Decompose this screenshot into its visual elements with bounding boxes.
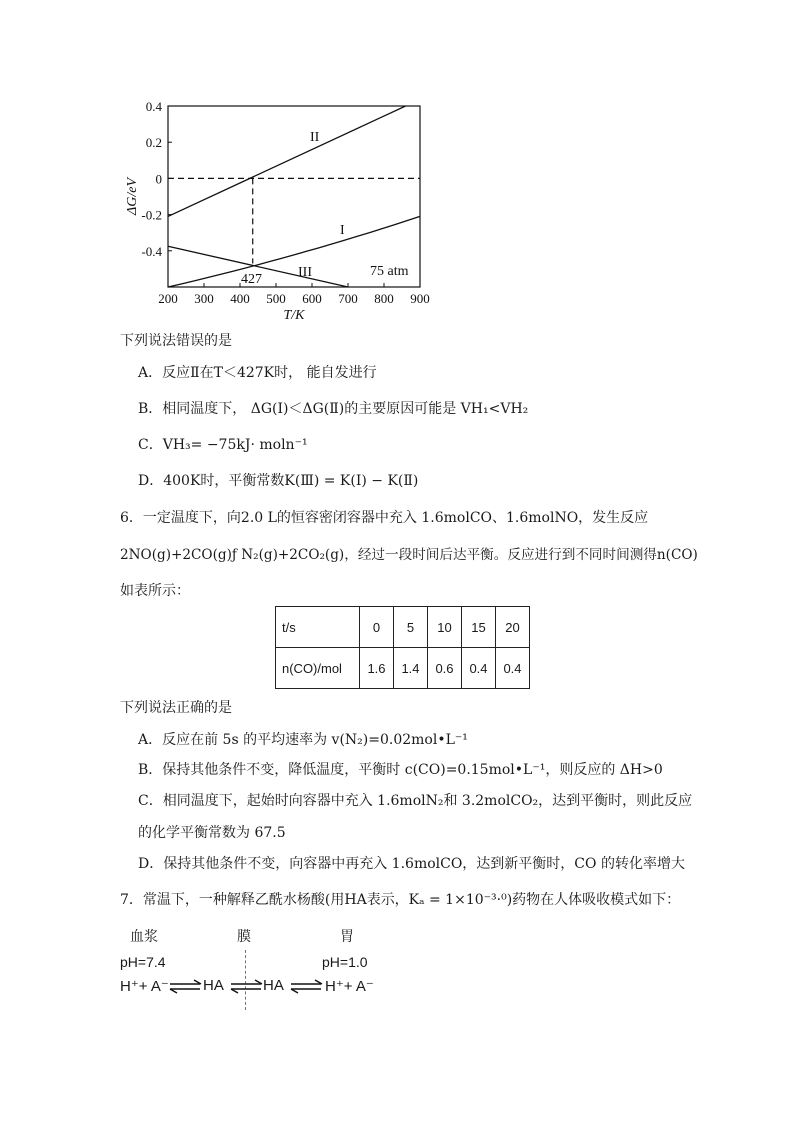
q6-line1: 6．一定温度下，向2.0 L的恒容密闭容器中充入 1.6molCO、1.6molNO，发生反应 [120, 510, 649, 526]
x-tick-label: 200 [158, 291, 178, 306]
x-tick-label: 700 [338, 291, 358, 306]
x-tick-label: 400 [230, 291, 250, 306]
series-label-ii: II [310, 130, 320, 145]
table-cell: 1.6 [360, 648, 394, 689]
x-tick-label: 800 [374, 291, 394, 306]
q6-line2: 2NO(g)+2CO(g)ƒ N₂(g)+2CO₂(g)，经过一段时间后达平衡。反应进行到不同时间测得n(CO) [120, 547, 698, 563]
table-cell: 0.4 [496, 648, 530, 689]
table-cell: 10 [428, 607, 462, 648]
q6-option-c-line2: 的化学平衡常数为 67.5 [138, 825, 286, 841]
y-tick-label: -0.2 [141, 207, 162, 223]
table-cell: 1.4 [394, 648, 428, 689]
x-tick-label: 900 [410, 291, 430, 306]
y-tick-label: -0.4 [141, 243, 162, 259]
table-cell: 20 [496, 607, 530, 648]
eq-left-ions: H⁺+ A⁻ [120, 978, 169, 995]
table-cell: 15 [462, 607, 496, 648]
q6-option-c-line1: C．相同温度下，起始时向容器中充入 1.6molN₂和 3.2molCO₂，达到平衡时，则此反应 [138, 793, 693, 809]
q6-stem: 下列说法正确的是 [120, 700, 232, 716]
equilibrium-arrow-icon [289, 979, 325, 995]
q6-option-b: B．保持其他条件不变，降低温度，平衡时 c(CO)=0.15mol•L⁻¹，则反应的 ΔH>0 [138, 762, 663, 778]
table-cell: 5 [394, 607, 428, 648]
equilibrium-arrow-icon [168, 979, 204, 995]
eq-right-ions: H⁺+ A⁻ [325, 978, 374, 995]
table-cell: 0.6 [428, 648, 462, 689]
series-line-ii [168, 106, 406, 216]
equilibrium-arrow-icon [229, 979, 265, 995]
series-label-i: I [340, 223, 345, 238]
chart-labels [125, 99, 430, 323]
eq-ha-plasma: HA [203, 977, 224, 994]
table-cell: 0 [360, 607, 394, 648]
eq-ha-stomach: HA [263, 977, 284, 994]
x-tick-label: 300 [194, 291, 214, 306]
label-stomach: 胃 [340, 929, 354, 945]
plot-frame [168, 106, 420, 287]
table-cell: n(CO)/mol [276, 648, 360, 689]
table-cell: 0.4 [462, 648, 496, 689]
table-row [276, 607, 530, 648]
y-tick-label: 0.4 [145, 99, 162, 114]
q6-option-d: D．保持其他条件不变，向容器中再充入 1.6molCO，达到新平衡时，CO 的转化率增大 [138, 856, 685, 872]
q5-option-d: D．400K时，平衡常数K(Ⅲ) = K(Ⅰ) − K(Ⅱ) [138, 473, 419, 489]
q5-option-c: C．VH₃= −75kJ· moln⁻¹ [138, 437, 308, 453]
chart-lines [168, 106, 420, 287]
q7-line1: 7．常温下，一种解释乙酰水杨酸(用HA表示，Kₐ = 1×10⁻³·⁰)药物在人体吸收模式如下： [120, 892, 681, 908]
delta-g-chart [110, 95, 440, 330]
table-cell: t/s [276, 607, 360, 648]
x-axis-label: T/K [283, 308, 305, 323]
label-membrane: 膜 [237, 929, 251, 945]
label-plasma: 血浆 [130, 929, 158, 945]
series-label-iii: III [298, 265, 312, 280]
q5-option-a: A．反应Ⅱ在T＜427K时， 能自发进行 [138, 365, 377, 381]
y-tick-label: 0 [155, 171, 162, 187]
chart-axes [168, 106, 420, 287]
y-tick-label: 0.2 [145, 135, 162, 151]
ph-plasma: pH=7.4 [120, 954, 166, 970]
pressure-label: 75 atm [370, 264, 409, 279]
y-axis-label: ΔG/eV [125, 178, 140, 215]
q5-stem: 下列说法错误的是 [120, 333, 232, 349]
nco-table [275, 606, 530, 689]
q5-option-b: B．相同温度下， ΔG(Ⅰ)＜ΔG(Ⅱ)的主要原因可能是 VH₁<VH₂ [138, 401, 529, 417]
q6-option-a: A．反应在前 5s 的平均速率为 v(N₂)=0.02mol•L⁻¹ [138, 732, 468, 748]
crossing-temperature-label: 427 [241, 272, 262, 287]
ph-stomach: pH=1.0 [322, 954, 368, 970]
table-row [276, 648, 530, 689]
x-tick-label: 500 [266, 291, 286, 306]
q6-line3: 如表所示： [120, 583, 190, 599]
x-tick-label: 600 [302, 291, 322, 306]
